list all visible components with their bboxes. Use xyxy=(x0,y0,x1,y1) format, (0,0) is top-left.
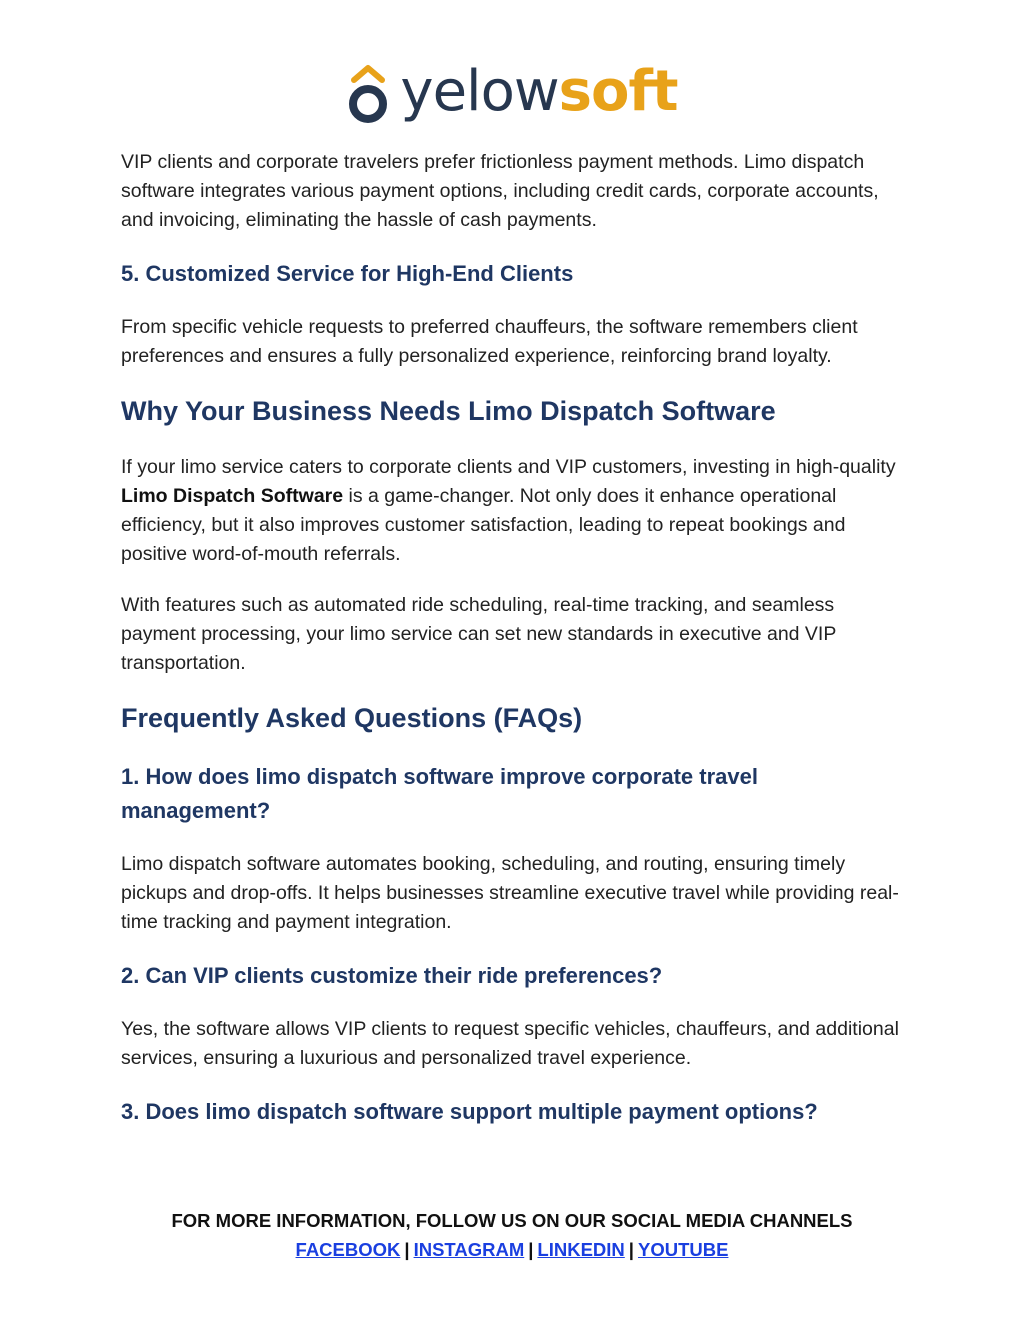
intro-paragraph: VIP clients and corporate travelers prefer frictionless payment methods. Limo dispatch software integrates various payment options, including credit cards, corporate accounts, and invoicing, eliminating the hassle of cash payments. xyxy=(121,151,879,231)
faq-heading: Frequently Asked Questions (FAQs) xyxy=(121,703,583,733)
why-p1-after: is a game-changer. Not only does it enhance operational efficiency, but it also improves customer satisfaction, leading to repeat bookings and positive word-of-mouth referrals. xyxy=(121,485,846,565)
why-section-heading: Why Your Business Needs Limo Dispatch Software xyxy=(121,396,776,426)
why-p1-before: If your limo service caters to corporate clients and VIP customers, investing in high-quality xyxy=(121,456,896,478)
section5-text: From specific vehicle requests to preferred chauffeurs, the software remembers client preferences and ensures a fully personalized experience, reinforcing brand loyalty. xyxy=(121,316,858,367)
social-links xyxy=(0,1235,1024,1264)
youtube-link[interactable]: YOUTUBE xyxy=(637,1239,729,1260)
why-section-paragraph-1 xyxy=(121,453,901,569)
brand-logo xyxy=(0,56,1024,128)
link-separator: | xyxy=(628,1239,634,1260)
document-body xyxy=(121,148,901,1151)
faq-answer-1: Limo dispatch software automates booking, scheduling, and routing, ensuring timely pickups and drop-offs. It helps businesses streamline executive travel while providing real-time tracking and payment integration. xyxy=(121,853,899,933)
why-p1-bold: Limo Dispatch Software xyxy=(121,485,344,507)
faq-question-1: 1. How does limo dispatch software improve corporate travel management? xyxy=(121,764,758,823)
house-drop-logo-icon xyxy=(346,64,390,128)
logo-wordmark xyxy=(400,60,677,124)
logo-wordmark-part2: soft xyxy=(558,59,678,124)
faq-answer-2: Yes, the software allows VIP clients to request specific vehicles, chauffeurs, and additional services, ensuring a luxurious and personalized travel experience. xyxy=(121,1018,899,1069)
footer-text: FOR MORE INFORMATION, FOLLOW US ON OUR SOCIAL MEDIA CHANNELS xyxy=(171,1210,853,1231)
why-section-paragraph-2: With features such as automated ride scheduling, real-time tracking, and seamless payment processing, your limo service can set new standards in executive and VIP transportation. xyxy=(121,594,837,674)
section5-heading: 5. Customized Service for High-End Clients xyxy=(121,261,574,286)
footer xyxy=(0,1206,1024,1264)
logo-wordmark-part1: yelow xyxy=(400,59,559,124)
link-separator: | xyxy=(404,1239,410,1260)
link-separator: | xyxy=(528,1239,534,1260)
faq-question-3: 3. Does limo dispatch software support multiple payment options? xyxy=(121,1099,818,1124)
faq-question-2: 2. Can VIP clients customize their ride preferences? xyxy=(121,963,663,988)
instagram-link[interactable]: INSTAGRAM xyxy=(413,1239,525,1260)
facebook-link[interactable]: FACEBOOK xyxy=(295,1239,401,1260)
linkedin-link[interactable]: LINKEDIN xyxy=(537,1239,625,1260)
